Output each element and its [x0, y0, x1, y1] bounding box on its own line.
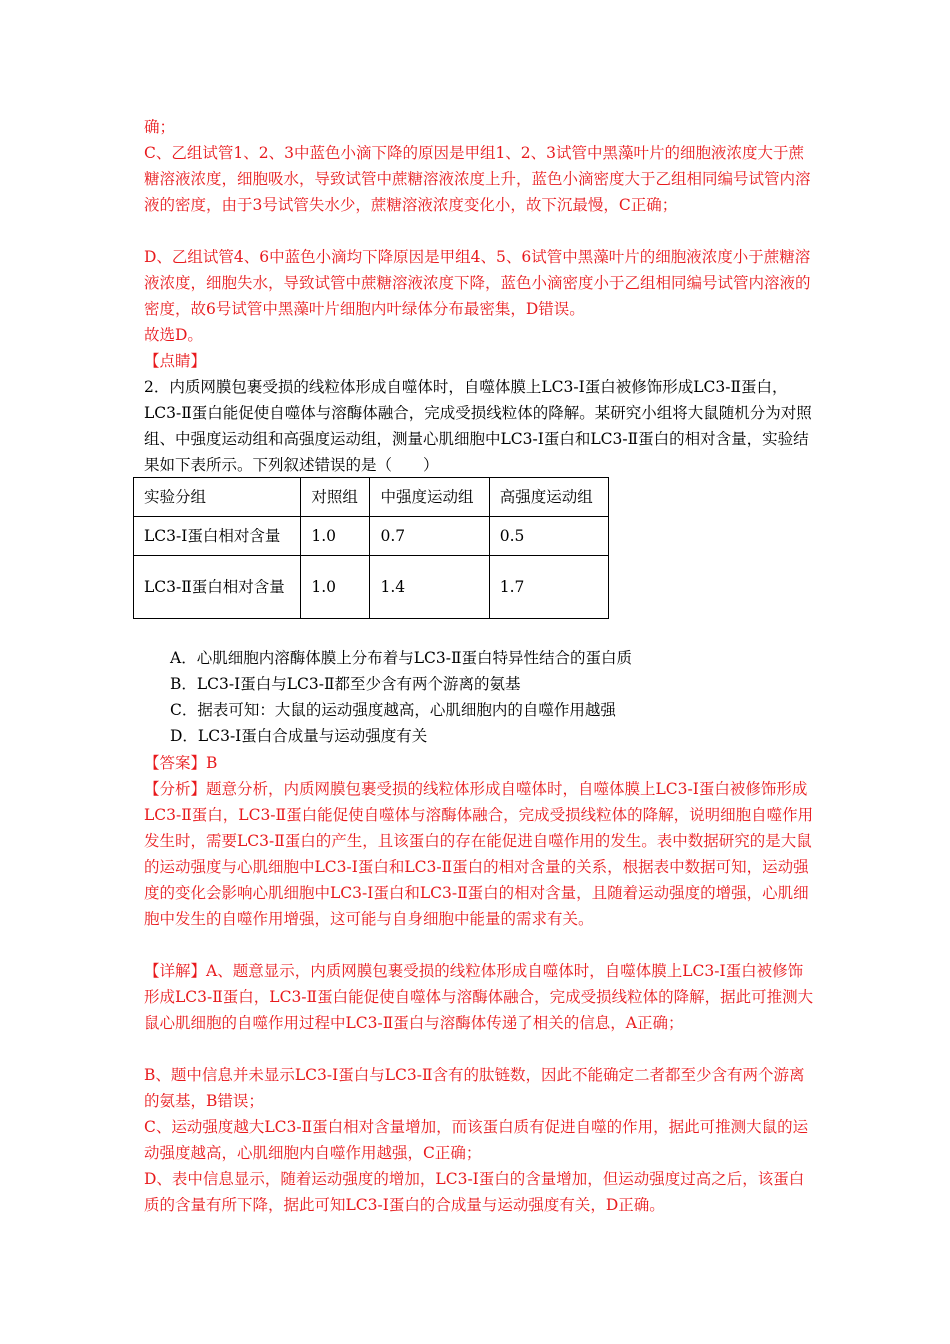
- option-a: A．心肌细胞内溶酶体膜上分布着与LC3-Ⅱ蛋白特异性结合的蛋白质: [170, 649, 632, 667]
- dianjing-heading: 【点睛】: [144, 352, 207, 370]
- table-cell: 0.5: [489, 517, 608, 556]
- option-d: D．LC3-I蛋白合成量与运动强度有关: [170, 727, 428, 745]
- table-header-cell: 中强度运动组: [370, 478, 489, 517]
- prev-conclusion: 故选D。: [144, 326, 203, 344]
- table-cell: LC3-I蛋白相对含量: [134, 517, 301, 556]
- table-cell: 1.0: [301, 517, 370, 556]
- table-cell: 0.7: [370, 517, 489, 556]
- question-stem: 2．内质网膜包裹受损的线粒体形成自噬体时，自噬体膜上LC3-I蛋白被修饰形成LC3-Ⅱ蛋白，LC3-Ⅱ蛋白能促使自噬体与溶酶体融合，完成受损线粒体的降解。某研究小组将大鼠随机分为对照组、中强度运动组和高强度运动组，测量心肌细胞中LC3-I蛋白和LC3-Ⅱ蛋白的相对含量，实验结果如下表所示。下列叙述错误的是（ ）: [144, 378, 812, 474]
- prev-option-d-explanation: D、乙组试管4、6中蓝色小滴均下降原因是甲组4、5、6试管中黑藻叶片的细胞液浓度小于蔗糖溶液浓度，细胞失水，导致试管中蔗糖溶液浓度下降，蓝色小滴密度小于乙组相同编号试管内溶液的密度，故6号试管中黑藻叶片细胞内叶绿体分布最密集，D错误。: [144, 248, 811, 318]
- answer-line: 【答案】B: [144, 754, 218, 772]
- table-cell: LC3-Ⅱ蛋白相对含量: [134, 556, 301, 619]
- table-header-cell: 对照组: [301, 478, 370, 517]
- option-c: C．据表可知：大鼠的运动强度越高，心肌细胞内的自噬作用越强: [170, 701, 616, 719]
- table-row: [134, 517, 609, 556]
- detail-b-paragraph: B、题中信息并未显示LC3-I蛋白与LC3-Ⅱ含有的肽链数，因此不能确定二者都至少含有两个游离的氨基，B错误；: [144, 1066, 805, 1110]
- detail-c-paragraph: C、运动强度越大LC3-Ⅱ蛋白相对含量增加，而该蛋白质有促进自噬的作用，据此可推测大鼠的运动强度越高，心肌细胞内自噬作用越强，C正确；: [144, 1118, 809, 1162]
- results-table: [133, 477, 609, 619]
- prev-line-top: 确；: [144, 118, 176, 136]
- detail-a-paragraph: 【详解】A、题意显示，内质网膜包裹受损的线粒体形成自噬体时，自噬体膜上LC3-I蛋白被修饰形成LC3-Ⅱ蛋白，LC3-Ⅱ蛋白能促使自噬体与溶酶体融合，完成受损线粒体的降解，据此可推测大鼠心肌细胞的自噬作用过程中LC3-Ⅱ蛋白与溶酶体传递了相关的信息，A正确；: [144, 962, 814, 1032]
- analysis-paragraph: 【分析】题意分析，内质网膜包裹受损的线粒体形成自噬体时，自噬体膜上LC3-I蛋白被修饰形成LC3-Ⅱ蛋白，LC3-Ⅱ蛋白能促使自噬体与溶酶体融合，完成受损线粒体的降解，说明细胞自噬作用发生时，需要LC3-Ⅱ蛋白的产生，且该蛋白的存在能促进自噬作用的发生。表中数据研究的是大鼠的运动强度与心肌细胞中LC3-I蛋白和LC3-Ⅱ蛋白的相对含量的关系，根据表中数据可知，运动强度的变化会影响心肌细胞中LC3-I蛋白和LC3-Ⅱ蛋白的相对含量，且随着运动强度的增强，心肌细胞中发生的自噬作用增强，这可能与自身细胞中能量的需求有关。: [144, 780, 814, 928]
- detail-d-paragraph: D、表中信息显示，随着运动强度的增加，LC3-I蛋白的含量增加，但运动强度过高之后，该蛋白质的含量有所下降，据此可知LC3-I蛋白的合成量与运动强度有关，D正确。: [144, 1170, 805, 1214]
- table-header-cell: 高强度运动组: [489, 478, 608, 517]
- option-b: B．LC3-I蛋白与LC3-Ⅱ都至少含有两个游离的氨基: [170, 675, 521, 693]
- table-header-cell: 实验分组: [134, 478, 301, 517]
- table-header-row: [134, 478, 609, 517]
- table-cell: 1.7: [489, 556, 608, 619]
- table-row: [134, 556, 609, 619]
- prev-option-c-explanation: C、乙组试管1、2、3中蓝色小滴下降的原因是甲组1、2、3试管中黑藻叶片的细胞液浓度大于蔗糖溶液浓度，细胞吸水，导致试管中蔗糖溶液浓度上升，蓝色小滴密度大于乙组相同编号试管内溶液的密度，由于3号试管失水少，蔗糖溶液浓度变化小，故下沉最慢，C正确；: [144, 144, 811, 214]
- table-cell: 1.4: [370, 556, 489, 619]
- table-cell: 1.0: [301, 556, 370, 619]
